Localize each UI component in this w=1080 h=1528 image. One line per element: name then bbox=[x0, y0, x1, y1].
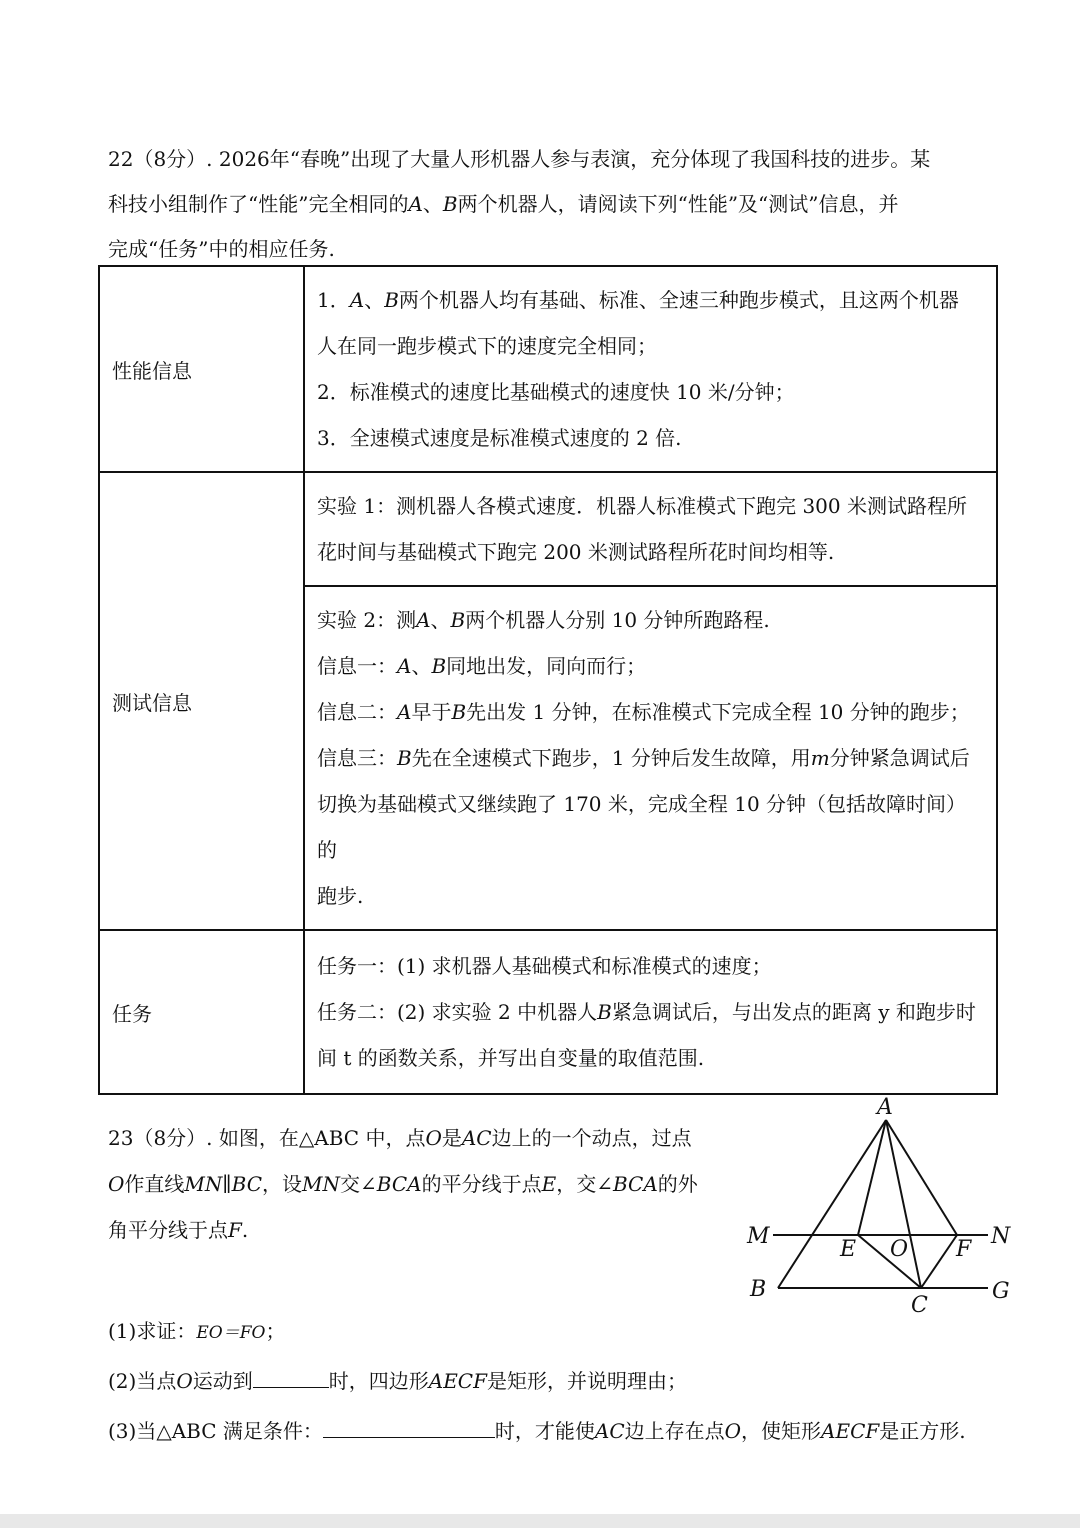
label-C: C bbox=[911, 1293, 928, 1318]
q23-sub-3: (3)当△ABC 满足条件： 时，才能使AC边上存在点O，使矩形AECF是正方形. bbox=[108, 1411, 1008, 1451]
label-M: M bbox=[747, 1224, 770, 1249]
segment-FC bbox=[921, 1235, 957, 1288]
performance-content: 1．A、B两个机器人均有基础、标准、全速三种跑步模式，且这两个机器 人在同一跑步模式下的速度完全相同； 2．标准模式的速度比基础模式的速度快 10 米/分钟； 3．全速模式速度是标准模式速度的 2 倍. bbox=[304, 266, 997, 472]
q22-intro-line1: 22（8分）. 2026年“春晚”出现了大量人形机器人参与表演，充分体现了我国科技的进步。某 bbox=[108, 147, 931, 171]
label-E: E bbox=[840, 1237, 857, 1262]
experiment-1: 实验 1：测机器人各模式速度．机器人标准模式下跑完 300 米测试路程所 花时间与基础模式下跑完 200 米测试路程所花时间均相等. bbox=[304, 472, 997, 586]
q22-intro-line2: 科技小组制作了“性能”完全相同的A、B两个机器人，请阅读下列“性能”及“测试”信息，并 bbox=[108, 192, 899, 216]
label-A: A bbox=[877, 1095, 893, 1120]
task-label: 任务 bbox=[99, 930, 304, 1094]
answer-blank-3[interactable] bbox=[323, 1415, 495, 1438]
experiment-2: 实验 2：测A、B两个机器人分别 10 分钟所跑路程. 信息一：A、B同地出发，同向而行； 信息二：A早于B先出发 1 分钟，在标准模式下完成全程 10 分钟的跑步； 信息三：B先在全速模式下跑步，1 分钟后发生故障，用m分钟紧急调试后 切换为基础模式又继续跑了 170 米，完成全程 10 分钟（包括故障时间）的 跑步. bbox=[304, 586, 997, 930]
label-G: G bbox=[992, 1279, 1010, 1304]
segment-AE bbox=[858, 1120, 886, 1235]
label-F: F bbox=[956, 1237, 972, 1262]
label-O: O bbox=[890, 1237, 909, 1262]
q22-intro-line3: 完成“任务”中的相应任务. bbox=[108, 237, 335, 261]
q23-sub-1: (1)求证：EO＝FO； bbox=[108, 1319, 286, 1343]
segment-AF bbox=[886, 1120, 957, 1235]
answer-blank-2[interactable] bbox=[253, 1365, 329, 1388]
segment-AB bbox=[778, 1120, 886, 1288]
info-table bbox=[98, 265, 998, 1095]
performance-label: 性能信息 bbox=[99, 266, 304, 472]
label-N: N bbox=[991, 1224, 1011, 1249]
q23-stem: 23（8分）. 如图，在△ABC 中，点O是AC边上的一个动点，过点 O作直线MN∥BC，设MN交∠BCA的平分线于点E，交∠BCA的外 角平分线于点F. bbox=[108, 1126, 698, 1242]
table-row-task bbox=[99, 930, 997, 1094]
q23-sub-2: (2)当点O运动到 时，四边形AECF是矩形，并说明理由； bbox=[108, 1361, 1008, 1401]
triangle-figure bbox=[738, 1088, 1028, 1323]
task-content: 任务一：(1) 求机器人基础模式和标准模式的速度； 任务二：(2) 求实验 2 中机器人B紧急调试后，与出发点的距离 y 和跑步时 间 t 的函数关系，并写出自变量的取值范围. bbox=[304, 930, 997, 1094]
q22-intro bbox=[108, 137, 988, 272]
test-label: 测试信息 bbox=[99, 472, 304, 930]
page-bottom-edge bbox=[0, 1514, 1080, 1528]
table-row-performance bbox=[99, 266, 997, 472]
table-row-test-exp1 bbox=[99, 472, 997, 586]
label-B: B bbox=[750, 1277, 767, 1302]
